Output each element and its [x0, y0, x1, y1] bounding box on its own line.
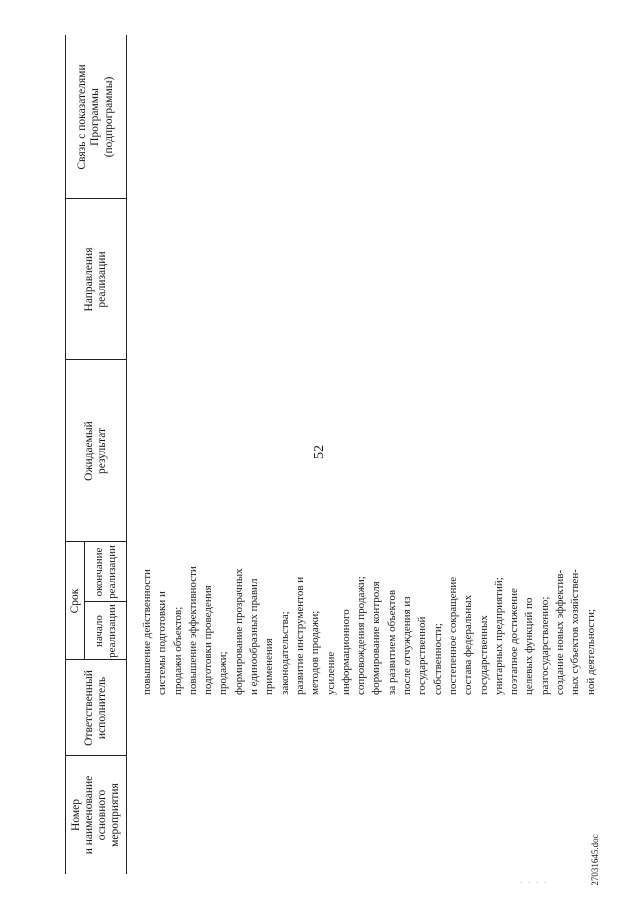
header-indicators-link: Связь с показателями Программы (подпрограммы): [76, 64, 115, 170]
footer-filename: 27031645.doc: [590, 834, 600, 886]
header-directions: Направления реализации: [82, 247, 108, 312]
header-term-start: начало реализации: [92, 604, 118, 658]
header-term: Срок: [69, 588, 81, 614]
scan-artifact: . . . .: [520, 876, 548, 885]
table: [65, 35, 127, 874]
table-header: [65, 35, 127, 874]
page-number: 52: [312, 445, 327, 459]
header-expected-result: Ожидаемый результат: [82, 421, 108, 481]
header-term-end: окончание реализации: [92, 545, 118, 599]
header-activity: Номер и наименование основного мероприятия: [69, 775, 122, 855]
header-responsible: Ответственный исполнитель: [82, 670, 108, 746]
expected-result-text: повышение действенности системы подготовки и продажи объектов; повышение эффективности подготовки проведения продажи; формирование прозрачных и единообразных правил применения законодательства; развитие инструментов и методов продажи; усиление информационного сопровождения продажи; формирование контроля за развитием объектов после отчуждения из государственной собственности; постепенное сокращение состава федеральных государственных унитарных предприятий; поэтапное достижение целевых функций по разгосударствлению; создание новых эффектив- ных субъектов хозяйствен- ной деятельности;: [141, 566, 597, 695]
expected-result-cell: [140, 355, 597, 695]
